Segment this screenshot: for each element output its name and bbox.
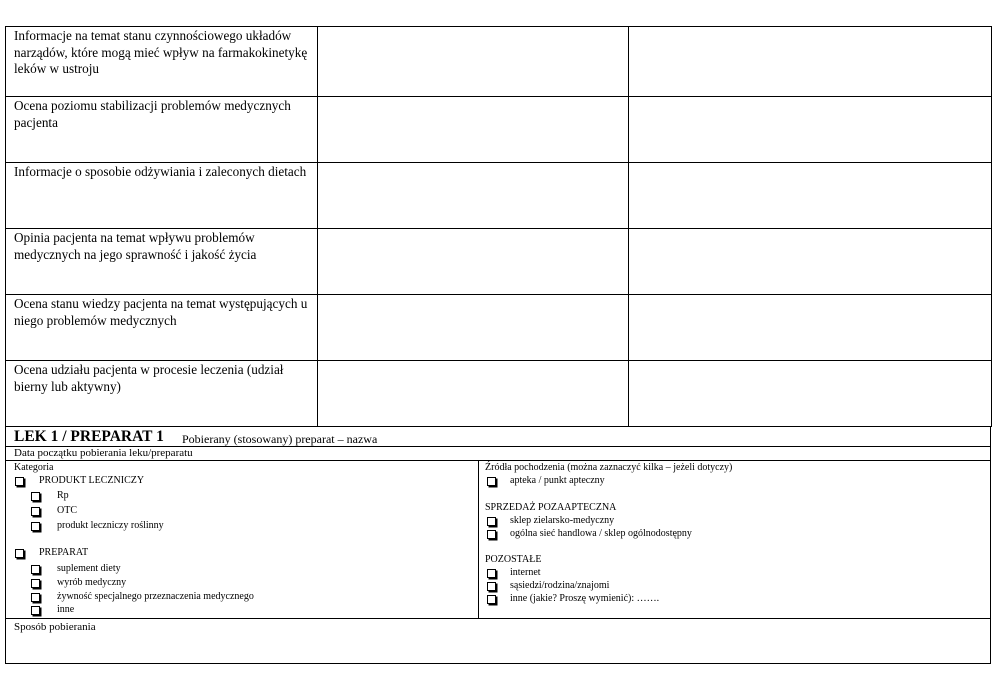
checkbox-herbal-shop[interactable]	[487, 517, 496, 526]
table-row	[6, 27, 992, 97]
category-option-label: żywność specjalnego przeznaczenia medycznego	[57, 591, 254, 602]
checkbox-supplement[interactable]	[31, 565, 40, 574]
row-label: Informacje o sposobie odżywiania i zaleconych dietach	[6, 163, 318, 229]
category-heading: Kategoria	[14, 462, 54, 473]
notes-cell[interactable]	[629, 27, 992, 97]
checkbox-other-source[interactable]	[487, 595, 496, 604]
drug-name-label: Pobierany (stosowany) preparat – nazwa	[182, 432, 378, 446]
answer-cell[interactable]	[317, 229, 629, 295]
row-label: Opinia pacjenta na temat wpływu problemów medycznych na jego sprawność i jakość życia	[6, 229, 318, 295]
category-option-label: suplement diety	[57, 563, 121, 574]
checkbox-otc[interactable]	[31, 507, 40, 516]
checkbox-neighbours-family[interactable]	[487, 582, 496, 591]
row-label: Ocena poziomu stabilizacji problemów medycznych pacjenta	[6, 97, 318, 163]
notes-cell[interactable]	[629, 295, 992, 361]
table-row	[6, 97, 992, 163]
source-option-label: sąsiedzi/rodzina/znajomi	[510, 580, 610, 591]
category-option-label: wyrób medyczny	[57, 577, 127, 588]
table-row	[6, 295, 992, 361]
checkbox-medical-device[interactable]	[31, 579, 40, 588]
notes-cell[interactable]	[629, 163, 992, 229]
source-option-label: ogólna sieć handlowa / sklep ogólnodostępny	[510, 528, 692, 539]
answer-cell[interactable]	[317, 97, 629, 163]
notes-cell[interactable]	[629, 361, 992, 427]
answer-cell[interactable]	[317, 295, 629, 361]
checkbox-special-food[interactable]	[31, 593, 40, 602]
table-row	[6, 163, 992, 229]
row-label: Ocena stanu wiedzy pacjenta na temat występujących u niego problemów medycznych	[6, 295, 318, 361]
table-row	[6, 361, 992, 427]
row-label: Ocena udziału pacjenta w procesie leczenia (udział bierny lub aktywny)	[6, 361, 318, 427]
checkbox-preparat[interactable]	[15, 549, 24, 558]
checkbox-general-store[interactable]	[487, 530, 496, 539]
answer-cell[interactable]	[317, 361, 629, 427]
answer-cell[interactable]	[317, 163, 629, 229]
category-group-label: PRODUKT LECZNICZY	[39, 475, 145, 486]
start-date-field[interactable]	[6, 447, 990, 461]
sources-heading: Źródła pochodzenia (można zaznaczyć kilka – jeżeli dotyczy)	[485, 462, 733, 473]
row-label: Informacje na temat stanu czynnościowego układów narządów, które mogą mieć wpływ na farmakokinetykę leków w ustroju	[6, 27, 318, 97]
source-option-label: internet	[510, 567, 541, 578]
non-pharmacy-heading: SPRZEDAŻ POZAAPTECZNA	[485, 502, 617, 513]
category-option-label: OTC	[57, 505, 77, 516]
column-divider	[478, 461, 479, 618]
method-field[interactable]	[6, 619, 990, 663]
answer-cell[interactable]	[317, 27, 629, 97]
source-option-label: apteka / punkt apteczny	[510, 475, 605, 486]
notes-cell[interactable]	[629, 229, 992, 295]
assessment-table	[5, 26, 992, 427]
notes-cell[interactable]	[629, 97, 992, 163]
source-option-label: sklep zielarsko-medyczny	[510, 515, 615, 526]
checkbox-produkt-leczniczy[interactable]	[15, 477, 24, 486]
start-date-label: Data początku pobierania leku/preparatu	[14, 447, 193, 459]
other-sources-heading: POZOSTAŁE	[485, 554, 542, 565]
category-option-label: Rp	[57, 490, 69, 501]
drug-title: LEK 1 / PREPARAT 1	[14, 428, 164, 445]
table-row	[6, 229, 992, 295]
drug-header[interactable]	[6, 427, 990, 447]
category-group-label: PREPARAT	[39, 547, 89, 558]
checkbox-herbal-product[interactable]	[31, 522, 40, 531]
method-label: Sposób pobierania	[14, 621, 96, 633]
drug-section	[5, 426, 991, 664]
checkbox-internet[interactable]	[487, 569, 496, 578]
category-option-label: inne	[57, 604, 75, 615]
source-option-label: inne (jakie? Proszę wymienić): …….	[510, 593, 660, 604]
category-option-label: produkt leczniczy roślinny	[57, 520, 164, 531]
checkbox-other-category[interactable]	[31, 606, 40, 615]
checkbox-rp[interactable]	[31, 492, 40, 501]
checkbox-pharmacy[interactable]	[487, 477, 496, 486]
